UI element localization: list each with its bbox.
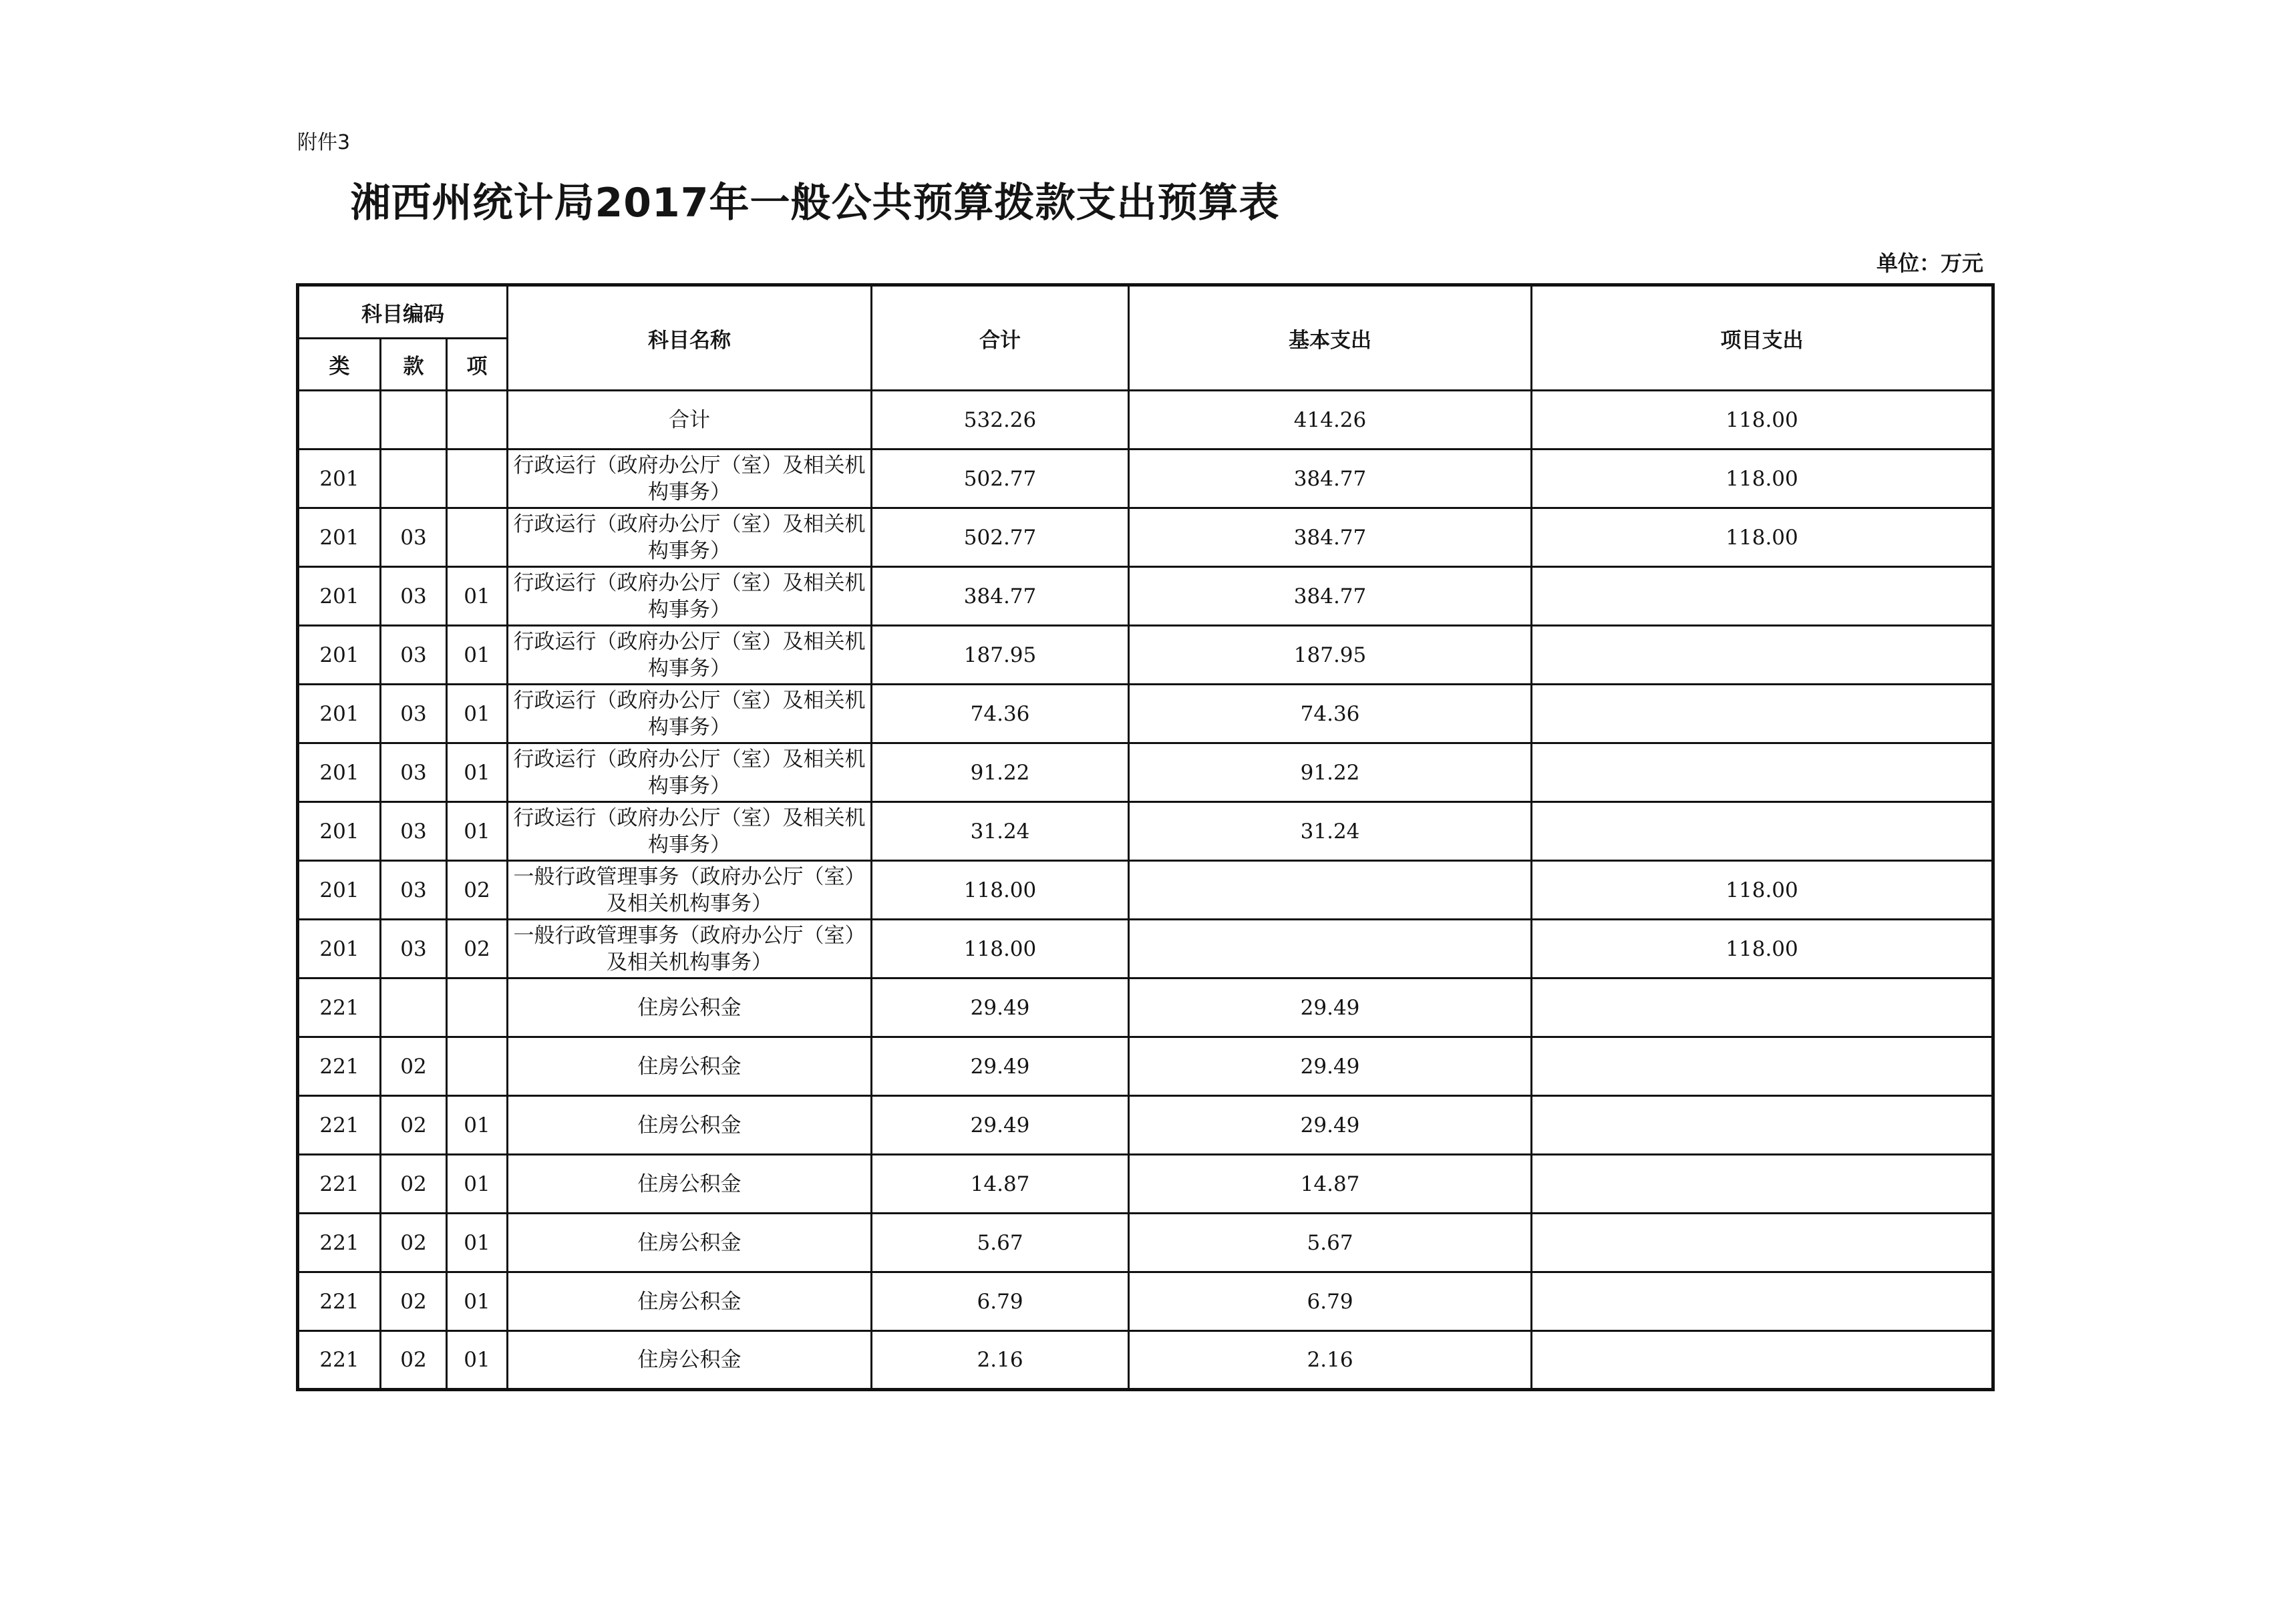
- cell-xiang: 01: [447, 1096, 508, 1155]
- table-row: [298, 1214, 1993, 1272]
- cell-basic: 384.77: [1129, 450, 1532, 508]
- table-row: [298, 861, 1993, 920]
- header-subject-name: 科目名称: [508, 285, 872, 391]
- cell-lei: 201: [298, 802, 381, 861]
- cell-subject-name: 住房公积金: [508, 1096, 872, 1155]
- cell-xiang: 01: [447, 1155, 508, 1214]
- cell-basic: 6.79: [1129, 1272, 1532, 1331]
- cell-project: 118.00: [1532, 861, 1993, 920]
- cell-subject-name: 行政运行（政府办公厅（室）及相关机构事务）: [508, 685, 872, 743]
- cell-subject-name: 行政运行（政府办公厅（室）及相关机构事务）: [508, 508, 872, 567]
- cell-xiang: 01: [447, 567, 508, 626]
- header-lei: 类: [298, 339, 381, 391]
- cell-xiang: 02: [447, 861, 508, 920]
- cell-xiang: 01: [447, 1214, 508, 1272]
- table-row: [298, 391, 1993, 450]
- cell-lei: 201: [298, 685, 381, 743]
- cell-kuan: 02: [381, 1272, 447, 1331]
- cell-kuan: 03: [381, 743, 447, 802]
- table-row: [298, 450, 1993, 508]
- cell-kuan: [381, 391, 447, 450]
- cell-kuan: 03: [381, 567, 447, 626]
- header-code-group: 科目编码: [298, 285, 508, 339]
- cell-kuan: 02: [381, 1037, 447, 1096]
- cell-lei: 221: [298, 1096, 381, 1155]
- cell-kuan: 03: [381, 508, 447, 567]
- cell-total: 5.67: [872, 1214, 1129, 1272]
- cell-kuan: 02: [381, 1331, 447, 1390]
- cell-basic: [1129, 920, 1532, 978]
- cell-basic: [1129, 861, 1532, 920]
- cell-project: [1532, 1272, 1993, 1331]
- cell-project: [1532, 1155, 1993, 1214]
- cell-project: [1532, 1214, 1993, 1272]
- cell-project: [1532, 978, 1993, 1037]
- cell-xiang: 01: [447, 685, 508, 743]
- cell-xiang: 01: [447, 626, 508, 685]
- cell-total: 14.87: [872, 1155, 1129, 1214]
- unit-label: 单位：万元: [1876, 250, 1983, 276]
- cell-project: [1532, 1331, 1993, 1390]
- cell-basic: 31.24: [1129, 802, 1532, 861]
- table-row: [298, 685, 1993, 743]
- header-basic-expenditure: 基本支出: [1129, 285, 1532, 391]
- cell-kuan: 03: [381, 861, 447, 920]
- cell-project: [1532, 1096, 1993, 1155]
- cell-project: 118.00: [1532, 450, 1993, 508]
- table-row: [298, 1331, 1993, 1390]
- cell-project: [1532, 685, 1993, 743]
- cell-lei: 221: [298, 1214, 381, 1272]
- cell-project: 118.00: [1532, 920, 1993, 978]
- header-row-1: [298, 285, 1993, 339]
- cell-kuan: 02: [381, 1214, 447, 1272]
- cell-basic: 2.16: [1129, 1331, 1532, 1390]
- cell-total: 384.77: [872, 567, 1129, 626]
- cell-total: 6.79: [872, 1272, 1129, 1331]
- table-row: [298, 567, 1993, 626]
- table-row: [298, 978, 1993, 1037]
- cell-xiang: 01: [447, 743, 508, 802]
- cell-total: 2.16: [872, 1331, 1129, 1390]
- header-kuan: 款: [381, 339, 447, 391]
- cell-total: 29.49: [872, 978, 1129, 1037]
- cell-project: [1532, 743, 1993, 802]
- cell-basic: 5.67: [1129, 1214, 1532, 1272]
- cell-lei: [298, 391, 381, 450]
- cell-project: 118.00: [1532, 508, 1993, 567]
- table-row: [298, 1096, 1993, 1155]
- cell-lei: 201: [298, 861, 381, 920]
- cell-basic: 29.49: [1129, 978, 1532, 1037]
- cell-xiang: [447, 1037, 508, 1096]
- table-row: [298, 802, 1993, 861]
- cell-xiang: 02: [447, 920, 508, 978]
- cell-basic: 29.49: [1129, 1037, 1532, 1096]
- cell-project: [1532, 802, 1993, 861]
- cell-total: 74.36: [872, 685, 1129, 743]
- cell-project: 118.00: [1532, 391, 1993, 450]
- table-body: [298, 391, 1993, 1390]
- cell-subject-name: 行政运行（政府办公厅（室）及相关机构事务）: [508, 450, 872, 508]
- cell-basic: 384.77: [1129, 508, 1532, 567]
- page-title: 湘西州统计局2017年一般公共预算拨款支出预算表: [350, 180, 1280, 226]
- cell-total: 29.49: [872, 1037, 1129, 1096]
- cell-total: 91.22: [872, 743, 1129, 802]
- cell-project: [1532, 567, 1993, 626]
- cell-total: 502.77: [872, 508, 1129, 567]
- cell-subject-name: 住房公积金: [508, 1331, 872, 1390]
- cell-kuan: 02: [381, 1155, 447, 1214]
- cell-lei: 201: [298, 920, 381, 978]
- cell-basic: 414.26: [1129, 391, 1532, 450]
- cell-subject-name: 合计: [508, 391, 872, 450]
- cell-lei: 221: [298, 1331, 381, 1390]
- cell-xiang: [447, 391, 508, 450]
- cell-kuan: 03: [381, 802, 447, 861]
- table-row: [298, 626, 1993, 685]
- cell-kuan: 03: [381, 626, 447, 685]
- header-xiang: 项: [447, 339, 508, 391]
- cell-total: 118.00: [872, 861, 1129, 920]
- cell-basic: 187.95: [1129, 626, 1532, 685]
- cell-lei: 201: [298, 567, 381, 626]
- table-row: [298, 508, 1993, 567]
- cell-subject-name: 行政运行（政府办公厅（室）及相关机构事务）: [508, 743, 872, 802]
- cell-xiang: [447, 978, 508, 1037]
- cell-subject-name: 住房公积金: [508, 978, 872, 1037]
- cell-xiang: 01: [447, 802, 508, 861]
- cell-basic: 74.36: [1129, 685, 1532, 743]
- cell-basic: 14.87: [1129, 1155, 1532, 1214]
- budget-table: [296, 283, 1995, 1391]
- cell-total: 502.77: [872, 450, 1129, 508]
- cell-total: 31.24: [872, 802, 1129, 861]
- header-project-expenditure: 项目支出: [1532, 285, 1993, 391]
- cell-basic: 29.49: [1129, 1096, 1532, 1155]
- cell-subject-name: 一般行政管理事务（政府办公厅（室）及相关机构事务）: [508, 861, 872, 920]
- cell-subject-name: 行政运行（政府办公厅（室）及相关机构事务）: [508, 802, 872, 861]
- cell-xiang: [447, 508, 508, 567]
- cell-basic: 91.22: [1129, 743, 1532, 802]
- cell-xiang: 01: [447, 1331, 508, 1390]
- cell-subject-name: 行政运行（政府办公厅（室）及相关机构事务）: [508, 567, 872, 626]
- cell-lei: 221: [298, 1272, 381, 1331]
- cell-lei: 221: [298, 1155, 381, 1214]
- cell-kuan: [381, 978, 447, 1037]
- table-row: [298, 920, 1993, 978]
- cell-total: 118.00: [872, 920, 1129, 978]
- table-row: [298, 1155, 1993, 1214]
- cell-xiang: [447, 450, 508, 508]
- cell-lei: 201: [298, 450, 381, 508]
- attachment-label: 附件3: [297, 131, 351, 154]
- cell-subject-name: 住房公积金: [508, 1037, 872, 1096]
- cell-lei: 201: [298, 508, 381, 567]
- cell-project: [1532, 626, 1993, 685]
- cell-subject-name: 住房公积金: [508, 1272, 872, 1331]
- cell-xiang: 01: [447, 1272, 508, 1331]
- cell-subject-name: 行政运行（政府办公厅（室）及相关机构事务）: [508, 626, 872, 685]
- header-total: 合计: [872, 285, 1129, 391]
- cell-kuan: 03: [381, 685, 447, 743]
- cell-subject-name: 住房公积金: [508, 1155, 872, 1214]
- table-row: [298, 1037, 1993, 1096]
- cell-subject-name: 一般行政管理事务（政府办公厅（室）及相关机构事务）: [508, 920, 872, 978]
- cell-lei: 221: [298, 978, 381, 1037]
- cell-lei: 201: [298, 743, 381, 802]
- table-row: [298, 1272, 1993, 1331]
- cell-basic: 384.77: [1129, 567, 1532, 626]
- cell-kuan: 02: [381, 1096, 447, 1155]
- cell-total: 29.49: [872, 1096, 1129, 1155]
- cell-lei: 221: [298, 1037, 381, 1096]
- table-row: [298, 743, 1993, 802]
- cell-subject-name: 住房公积金: [508, 1214, 872, 1272]
- cell-lei: 201: [298, 626, 381, 685]
- cell-total: 532.26: [872, 391, 1129, 450]
- cell-project: [1532, 1037, 1993, 1096]
- cell-kuan: 03: [381, 920, 447, 978]
- cell-kuan: [381, 450, 447, 508]
- cell-total: 187.95: [872, 626, 1129, 685]
